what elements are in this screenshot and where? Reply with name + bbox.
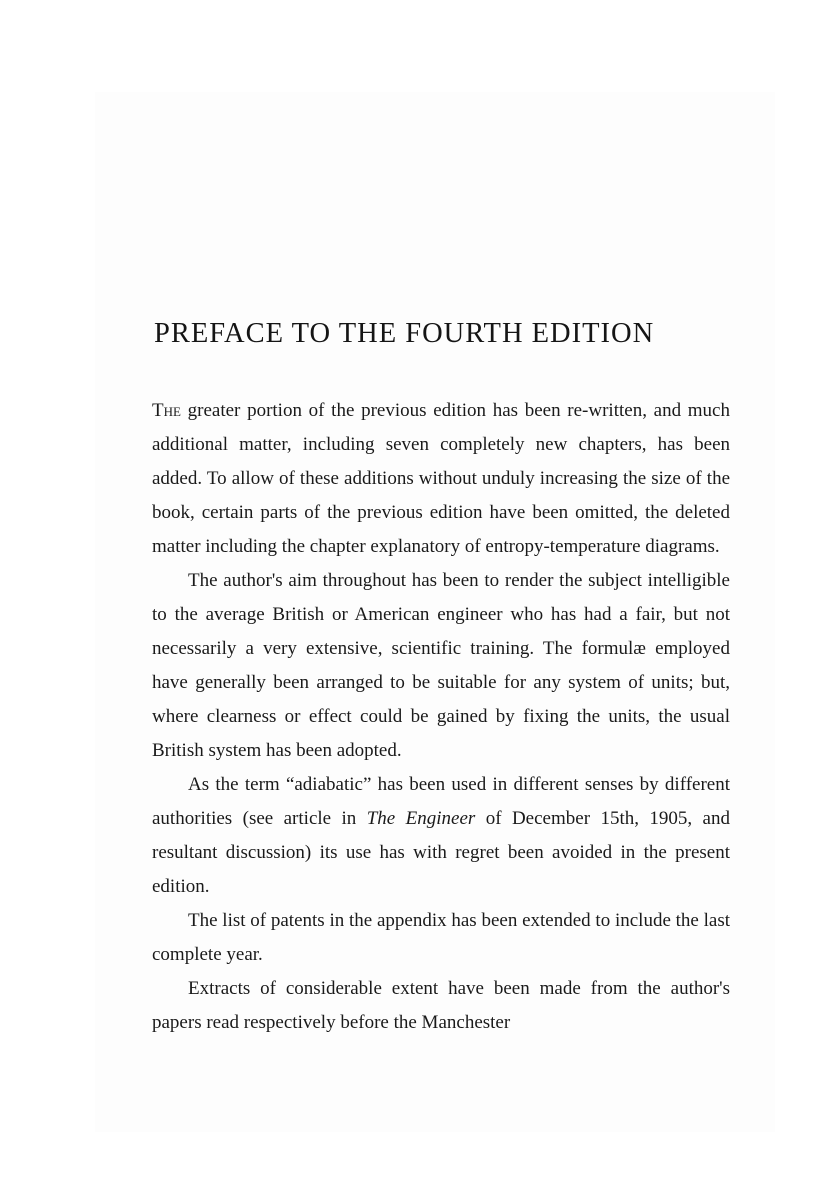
paragraph-3-text-before: As the term “adiabatic” has been used in different senses by different authorities (see article in bbox=[152, 774, 730, 829]
paragraph-5: Extracts of considerable extent have been made from the author's papers read respectively before the Manchester bbox=[152, 978, 730, 1033]
paragraph-1-lead: The bbox=[152, 400, 181, 421]
paragraph-4: The list of patents in the appendix has been extended to include the last complete year. bbox=[152, 910, 730, 965]
paragraph-3-text-after: of December 15th, 1905, and resultant discussion) its use has with regret been avoided in the present edition. bbox=[152, 808, 730, 897]
paragraph-3 bbox=[152, 768, 730, 904]
page-title: PREFACE TO THE FOURTH EDITION bbox=[154, 318, 655, 349]
paragraph-1-text: greater portion of the previous edition has been re-written, and much additional matter, including seven completely new chapters, has been added. To allow of these additions without unduly increasing the size of the book, certain parts of the previous edition have been omitted, the deleted matter including the chapter explanatory of entropy-temperature diagrams. bbox=[152, 400, 730, 557]
paragraph-1 bbox=[152, 394, 730, 564]
preface-body bbox=[152, 394, 730, 1040]
paragraph-2: The author's aim throughout has been to render the subject intelligible to the average British or American engineer who has had a fair, but not necessarily a very extensive, scientific training. The formulæ employed have generally been arranged to be suitable for any system of units; but, where clearness or effect could be gained by fixing the units, the usual British system has been adopted. bbox=[152, 570, 730, 761]
journal-title: The Engineer bbox=[366, 808, 476, 829]
